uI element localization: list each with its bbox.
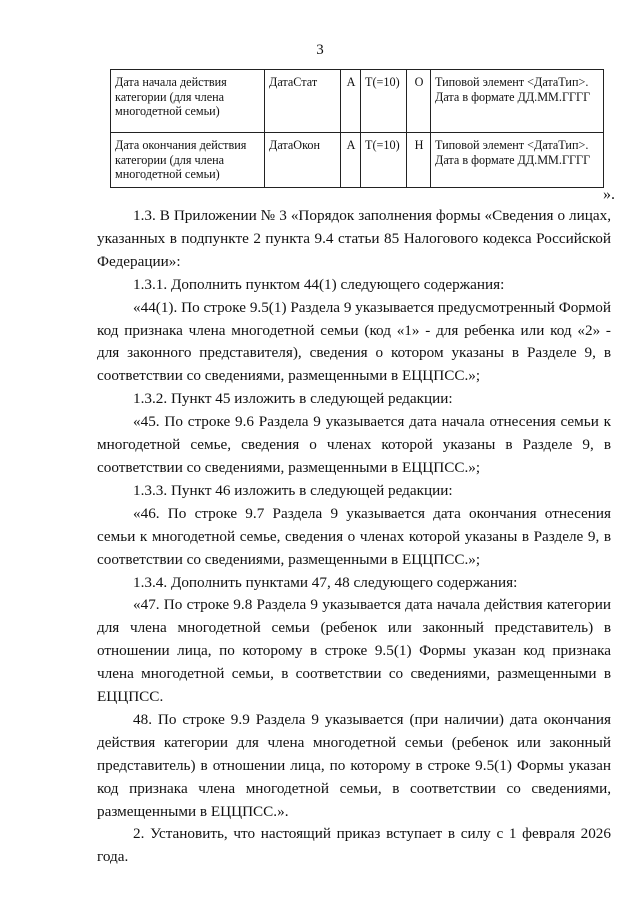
paragraph-46: «46. По строке 9.7 Раздела 9 указывается дата окончания отнесения семьи к многодетной семье, сведения о членах которой указаны в Разделе 9, в соответствии со сведениями, размещенными в ЕЦЦПСС.»; [97,504,611,568]
table-cell-required: Н [407,133,431,188]
table-cell-code: ДатаСтат [265,70,341,133]
paragraph-1-3-4: 1.3.4. Дополнить пунктами 47, 48 следующего содержания: [133,573,518,591]
table-cell-code: ДатаОкон [265,133,341,188]
paragraph-1-3-2: 1.3.2. Пункт 45 изложить в следующей редакции: [133,390,453,408]
paragraph-47: «47. По строке 9.8 Раздела 9 указывается дата начала действия категории для члена многодетной семьи (ребенок или законный представитель) в отношении лица, по которому в строке 9.5(1) Формы указан код признака члена многодетной семьи, в соответствии со сведениями, размещенными в ЕЦЦПСС. [97,596,611,706]
table-cell-name: Дата начала действия категории (для члена многодетной семьи) [111,70,265,133]
table-cell-type: А [341,70,361,133]
table-cell-format: T(=10) [361,70,407,133]
table-closing-mark: ». [603,186,615,203]
elements-table [110,69,604,188]
paragraph-1-3: 1.3. В Приложении № 3 «Порядок заполнения формы «Сведения о лицах, указанных в подпункте 2 пункта 9.4 статьи 85 Налогового кодекса Российской Федерации»: [97,207,611,270]
document-body [97,205,611,869]
table-cell-format: T(=10) [361,133,407,188]
paragraph-44-1: «44(1). По строке 9.5(1) Раздела 9 указывается предусмотренный Формой код признака члена многодетной семьи (код «1» - для ребенка или код «2» - для законного представителя), сведения о котором указаны в Разделе 9, в соответствии со сведениями, размещенными в ЕЦЦПСС.»; [97,298,611,385]
paragraph-45: «45. По строке 9.6 Раздела 9 указывается дата начала отнесения семьи к многодетной семье, сведения о членах которой указаны в Разделе 9, в соответствии со сведениями, размещенными в ЕЦЦПСС.»; [97,413,611,476]
table-cell-type: А [341,133,361,188]
paragraph-1-3-3: 1.3.3. Пункт 46 изложить в следующей редакции: [133,481,453,499]
page-number: 3 [316,42,324,58]
paragraph-2: 2. Установить, что настоящий приказ вступает в силу с 1 февраля 2026 года. [97,825,611,866]
table-cell-note: Типовой элемент <ДатаТип>. Дата в формате ДД.ММ.ГГГГ [431,133,604,188]
table-row [111,133,604,188]
table-row [111,70,604,133]
table-cell-note: Типовой элемент <ДатаТип>. Дата в формате ДД.ММ.ГГГГ [431,70,604,133]
table-cell-required: О [407,70,431,133]
paragraph-48: 48. По строке 9.9 Раздела 9 указывается (при наличии) дата окончания действия категории для члена многодетной семьи (ребенок или законный представитель) в отношении лица, по которому в строке 9.5(1) Формы указан код признака члена многодетной семьи, в соответствии со сведениями, размещенными в ЕЦЦПСС.». [97,710,611,820]
table-cell-name: Дата окончания действия категории (для члена многодетной семьи) [111,133,265,188]
paragraph-1-3-1: 1.3.1. Дополнить пунктом 44(1) следующего содержания: [133,275,505,293]
